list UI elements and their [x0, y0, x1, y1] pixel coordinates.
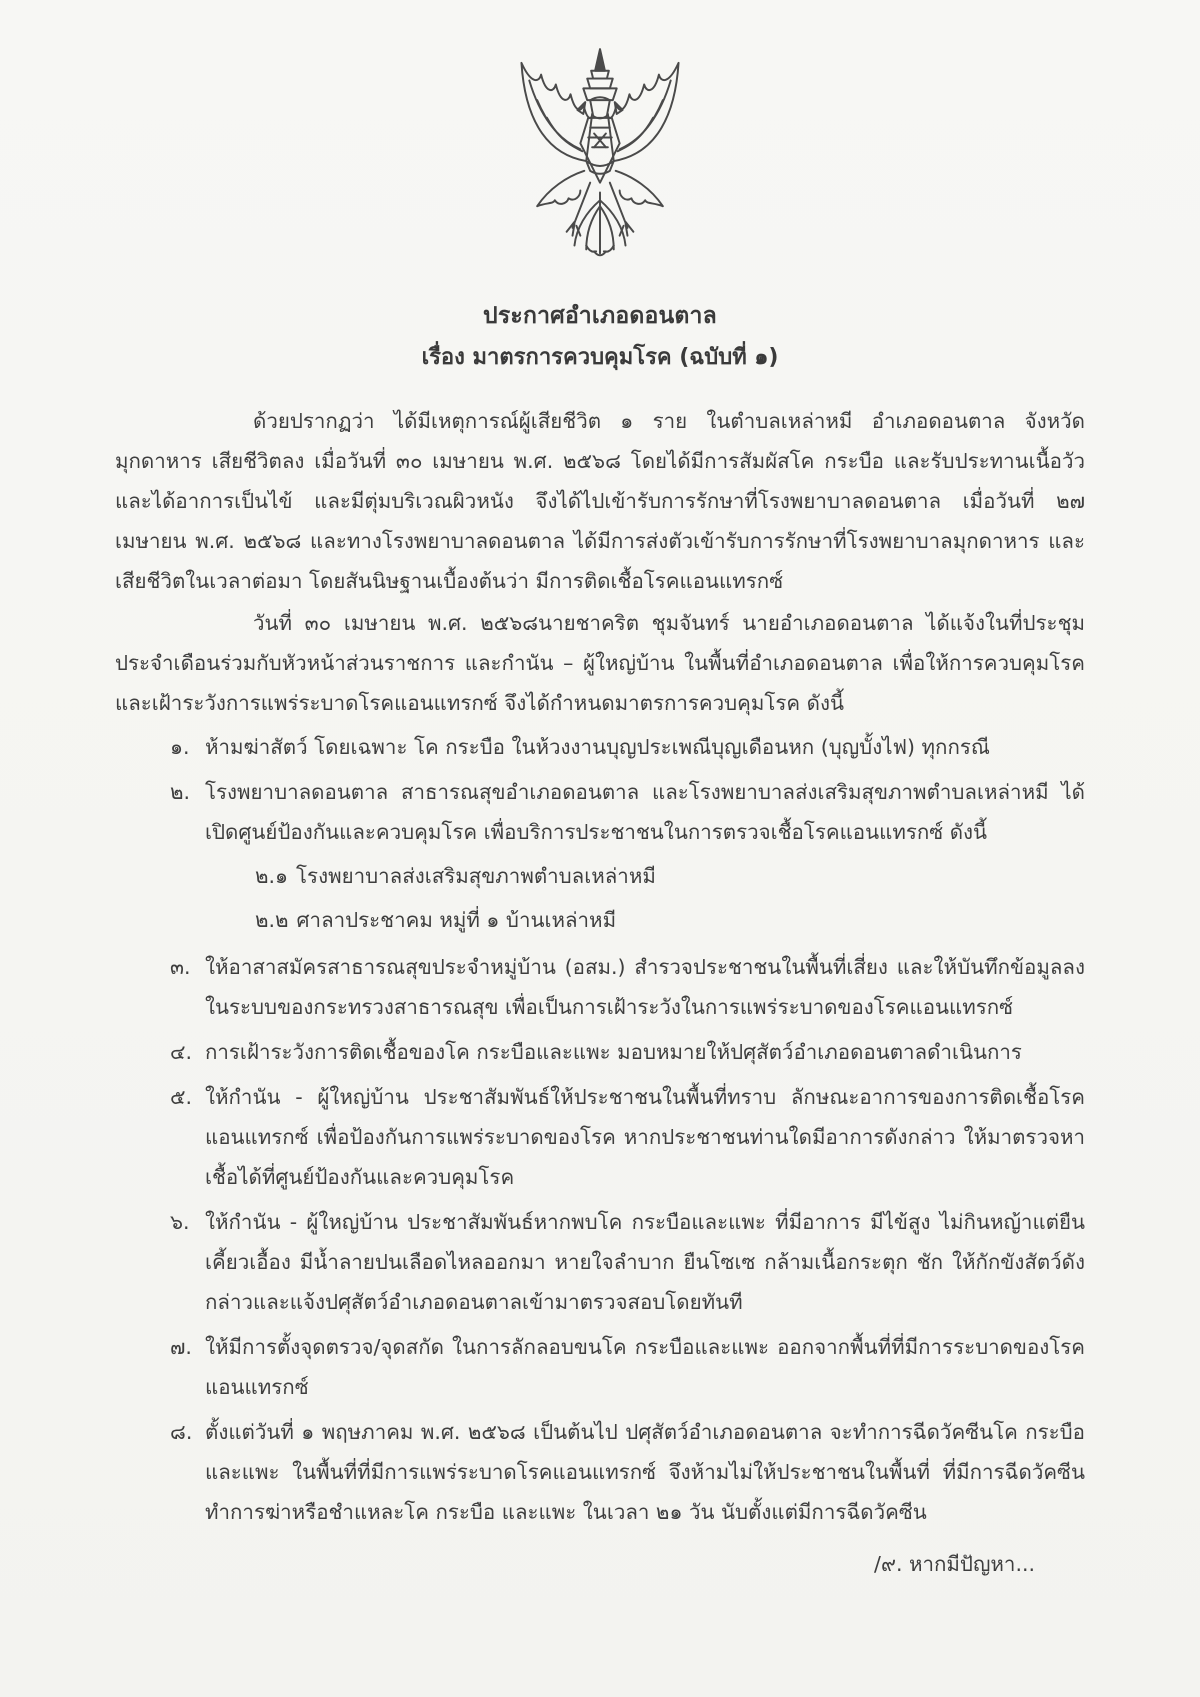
subitem-number: ๒.๒ — [255, 908, 289, 932]
subitem-number: ๒.๑ — [255, 864, 289, 888]
subitem-text: โรงพยาบาลส่งเสริมสุขภาพตำบลเหล่าหมี — [296, 864, 656, 888]
page-title: ประกาศอำเภอดอนตาล — [483, 303, 717, 329]
list-item — [115, 772, 1085, 942]
list-item — [115, 1412, 1085, 1532]
list-item — [115, 727, 1085, 767]
list-item — [115, 1077, 1085, 1197]
item-text: โรงพยาบาลดอนตาล สาธารณสุขอำเภอดอนตาล และโรงพยาบาลส่งเสริมสุขภาพตำบลเหล่าหมี ได้เปิดศูนย์ป้องกันและควบคุมโรค เพื่อบริการประชาชนในการตรวจเชื้อโรคแอนแทรกซ์ ดังนี้ — [205, 780, 1085, 844]
sub-list-item — [255, 854, 1085, 898]
sub-list — [255, 854, 1085, 942]
garuda-emblem-icon — [492, 45, 708, 281]
item-text: ตั้งแต่วันที่ ๑ พฤษภาคม พ.ศ. ๒๕๖๘ เป็นต้นไป ปศุสัตว์อำเภอดอนตาล จะทำการฉีดวัคซีนโค กระบือ และแพะ ในพื้นที่ที่มีการแพร่ระบาดโรคแอนแทรกซ์ จึงห้ามไม่ให้ประชาชนในพื้นที่ ที่มีการฉีดวัคซีนทำการฆ่าหรือชำแหละโค กระบือ และแพะ ในเวลา ๒๑ วัน นับตั้งแต่มีการฉีดวัคซีน — [205, 1420, 1085, 1524]
document-subject: เรื่อง มาตรการควบคุมโรค (ฉบับที่ ๑) — [421, 345, 779, 370]
list-item — [115, 1032, 1085, 1072]
item-number: ๘. — [170, 1420, 193, 1444]
item-text: ห้ามฆ่าสัตว์ โดยเฉพาะ โค กระบือ ในห้วงงานบุญประเพณีบุญเดือนหก (บุญบั้งไฟ) ทุกกรณี — [205, 735, 990, 759]
item-number: ๑. — [170, 735, 190, 759]
emblem-container — [115, 45, 1085, 281]
item-text: ให้กำนัน - ผู้ใหญ่บ้าน ประชาสัมพันธ์ให้ประชาชนในพื้นที่ทราบ ลักษณะอาการของการติดเชื้อโรคแอนแทรกซ์ เพื่อป้องกันการแพร่ระบาดของโรค หากประชาชนท่านใดมีอาการดังกล่าว ให้มาตรวจหาเชื้อได้ที่ศูนย์ป้องกันและควบคุมโรค — [205, 1085, 1085, 1189]
list-item — [115, 1327, 1085, 1407]
paragraph-meeting: วันที่ ๓๐ เมษายน พ.ศ. ๒๕๖๘นายชาคริต ชุมจันทร์ นายอำเภอดอนตาล ได้แจ้งในที่ประชุมประจำเดือนร่วมกับหัวหน้าส่วนราชการ และกำนัน – ผู้ใหญ่บ้าน ในพื้นที่อำเภอดอนตาล เพื่อให้การควบคุมโรคและเฝ้าระวังการแพร่ระบาดโรคแอนแทรกซ์ จึงได้กำหนดมาตรการควบคุมโรค ดังนี้ — [115, 611, 1085, 715]
subitem-text: ศาลาประชาคม หมู่ที่ ๑ บ้านเหล่าหมี — [296, 908, 617, 932]
item-text: ให้อาสาสมัครสาธารณสุขประจำหมู่บ้าน (อสม.) สำรวจประชาชนในพื้นที่เสี่ยง และให้บันทึกข้อมูลลงในระบบของกระทรวงสาธารณสุข เพื่อเป็นการเฝ้าระวังในการแพร่ระบาดของโรคแอนแทรกซ์ — [205, 955, 1085, 1019]
sub-list-item — [255, 898, 1085, 942]
item-text: การเฝ้าระวังการติดเชื้อของโค กระบือและแพะ มอบหมายให้ปศุสัตว์อำเภอดอนตาลดำเนินการ — [205, 1040, 1022, 1064]
paragraph-intro: ด้วยปรากฏว่า ได้มีเหตุการณ์ผู้เสียชีวิต ๑ ราย ในตำบลเหล่าหมี อำเภอดอนตาล จังหวัดมุกดาหาร เสียชีวิตลง เมื่อวันที่ ๓๐ เมษายน พ.ศ. ๒๕๖๘ โดยได้มีการสัมผัสโค กระบือ และรับประทานเนื้อวัว และได้อาการเป็นไข้ และมีตุ่มบริเวณผิวหนัง จึงได้ไปเข้ารับการรักษาที่โรงพยาบาลดอนตาล เมื่อวันที่ ๒๗ เมษายน พ.ศ. ๒๕๖๘ และทางโรงพยาบาลดอนตาล ได้มีการส่งตัวเข้ารับการรักษาที่โรงพยาบาลมุกดาหาร และเสียชีวิตในเวลาต่อมา โดยสันนิษฐานเบื้องต้นว่า มีการติดเชื้อโรคแอนแทรกซ์ — [115, 409, 1085, 593]
item-number: ๗. — [170, 1335, 192, 1359]
item-number: ๓. — [170, 955, 191, 979]
item-number: ๒. — [170, 780, 191, 804]
item-number: ๖. — [170, 1210, 190, 1234]
item-text: ให้กำนัน - ผู้ใหญ่บ้าน ประชาสัมพันธ์หากพบโค กระบือและแพะ ที่มีอาการ มีไข้สูง ไม่กินหญ้าแต่ยืนเคี้ยวเอื้อง มีน้ำลายปนเลือดไหลออกมา หายใจลำบาก ยืนโซเซ กล้ามเนื้อกระตุก ชัก ให้กักขังสัตว์ดังกล่าวและแจ้งปศุสัตว์อำเภอดอนตาลเข้ามาตรวจสอบโดยทันที — [205, 1210, 1085, 1314]
list-item — [115, 1202, 1085, 1322]
page-continuation-note: /๙. หากมีปัญหา... — [874, 1552, 1035, 1576]
item-number: ๕. — [170, 1085, 193, 1109]
list-item — [115, 947, 1085, 1027]
measures-list — [115, 727, 1085, 1532]
item-number: ๔. — [170, 1040, 193, 1064]
item-text: ให้มีการตั้งจุดตรวจ/จุดสกัด ในการลักลอบขนโค กระบือและแพะ ออกจากพื้นที่ที่มีการระบาดของโรคแอนแทรกซ์ — [205, 1335, 1085, 1399]
